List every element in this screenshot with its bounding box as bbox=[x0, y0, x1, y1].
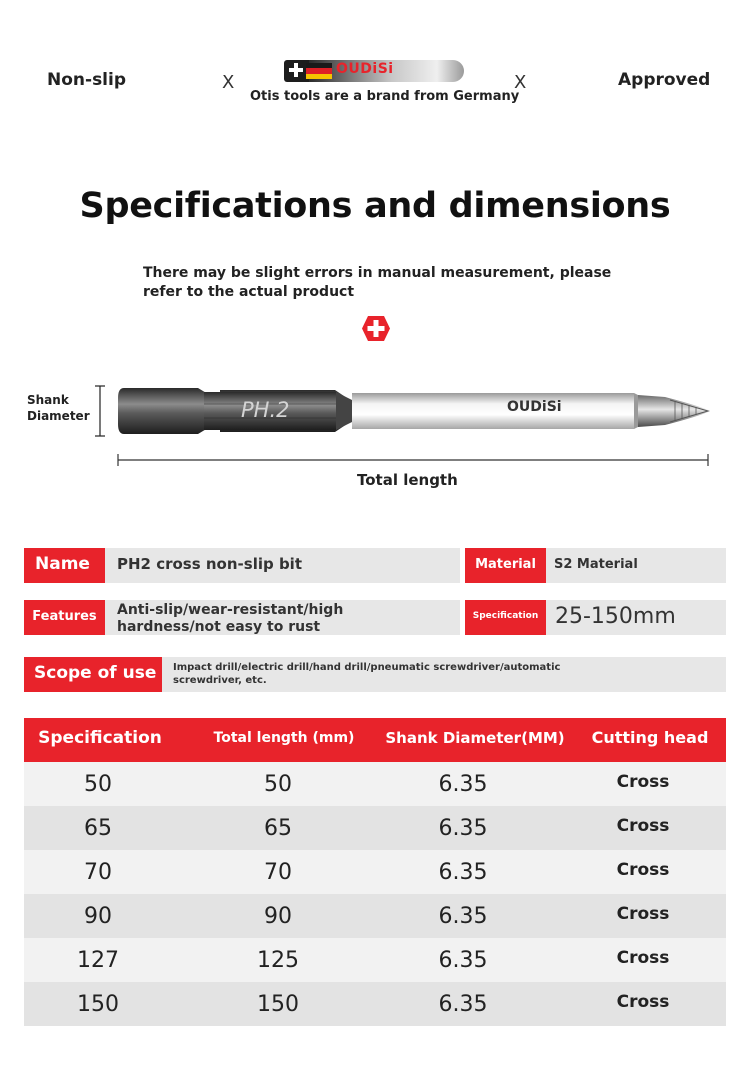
cell-specification: 50 bbox=[84, 772, 112, 797]
cell-total-length: 150 bbox=[257, 992, 299, 1017]
cell-shank-diameter: 6.35 bbox=[438, 816, 488, 841]
cell-total-length: 90 bbox=[264, 904, 292, 929]
approved-label: Approved bbox=[618, 70, 711, 90]
scope-label: Scope of use bbox=[24, 657, 162, 692]
cell-total-length: 50 bbox=[264, 772, 292, 797]
header-shank-diameter: Shank Diameter(MM) bbox=[385, 729, 565, 747]
specification-label: Specification bbox=[465, 600, 546, 635]
cell-specification: 127 bbox=[77, 948, 119, 973]
total-length-label: Total length bbox=[357, 471, 458, 489]
cell-total-length: 70 bbox=[264, 860, 292, 885]
cross-hexagon-icon bbox=[361, 315, 391, 342]
page-title: Specifications and dimensions bbox=[79, 186, 671, 226]
table-row bbox=[24, 762, 726, 806]
separator-x-right: X bbox=[514, 72, 527, 93]
german-flag-icon bbox=[306, 63, 332, 79]
name-value: PH2 cross non-slip bit bbox=[117, 555, 302, 573]
header-cutting-head: Cutting head bbox=[591, 728, 709, 747]
brand-name: OUDiSi bbox=[336, 61, 394, 77]
cell-specification: 150 bbox=[77, 992, 119, 1017]
cell-specification: 65 bbox=[84, 816, 112, 841]
scope-value: Impact drill/electric drill/hand drill/pneumatic screwdriver/automatic screwdriver, etc. bbox=[173, 662, 561, 686]
cell-total-length: 65 bbox=[264, 816, 292, 841]
cell-specification: 90 bbox=[84, 904, 112, 929]
cell-shank-diameter: 6.35 bbox=[438, 948, 488, 973]
cell-cutting-head: Cross bbox=[616, 860, 670, 880]
cell-cutting-head: Cross bbox=[616, 816, 670, 836]
measurement-note: There may be slight errors in manual measurement, please refer to the actual product bbox=[143, 265, 612, 300]
cell-cutting-head: Cross bbox=[616, 948, 670, 968]
bit-brand: OUDiSi bbox=[507, 399, 562, 415]
plus-icon bbox=[288, 62, 304, 78]
bit-diagram bbox=[90, 380, 730, 470]
table-row bbox=[24, 938, 726, 982]
features-value: Anti-slip/wear-resistant/high hardness/not easy to rust bbox=[117, 602, 344, 635]
header-total-length: Total length (mm) bbox=[213, 730, 355, 746]
cell-cutting-head: Cross bbox=[616, 992, 670, 1012]
cell-cutting-head: Cross bbox=[616, 772, 670, 792]
separator-x-left: X bbox=[222, 72, 235, 93]
table-row bbox=[24, 806, 726, 850]
cell-specification: 70 bbox=[84, 860, 112, 885]
non-slip-label: Non-slip bbox=[47, 70, 127, 90]
brand-tagline: Otis tools are a brand from Germany bbox=[250, 89, 520, 104]
bit-marking: PH.2 bbox=[241, 398, 290, 422]
table-row bbox=[24, 850, 726, 894]
shank-diameter-label: Shank Diameter bbox=[27, 393, 90, 423]
cell-shank-diameter: 6.35 bbox=[438, 904, 488, 929]
table-row bbox=[24, 982, 726, 1026]
brand-logo bbox=[284, 60, 464, 82]
cell-shank-diameter: 6.35 bbox=[438, 860, 488, 885]
header-specification: Specification bbox=[38, 728, 162, 748]
features-label: Features bbox=[24, 600, 105, 635]
cell-cutting-head: Cross bbox=[616, 904, 670, 924]
specification-value: 25-150mm bbox=[555, 604, 676, 629]
cell-shank-diameter: 6.35 bbox=[438, 772, 488, 797]
material-label: Material bbox=[465, 548, 546, 583]
cell-total-length: 125 bbox=[257, 948, 299, 973]
table-header bbox=[24, 718, 726, 762]
cell-shank-diameter: 6.35 bbox=[438, 992, 488, 1017]
table-row bbox=[24, 894, 726, 938]
name-label: Name bbox=[24, 548, 105, 583]
material-value: S2 Material bbox=[554, 557, 638, 572]
